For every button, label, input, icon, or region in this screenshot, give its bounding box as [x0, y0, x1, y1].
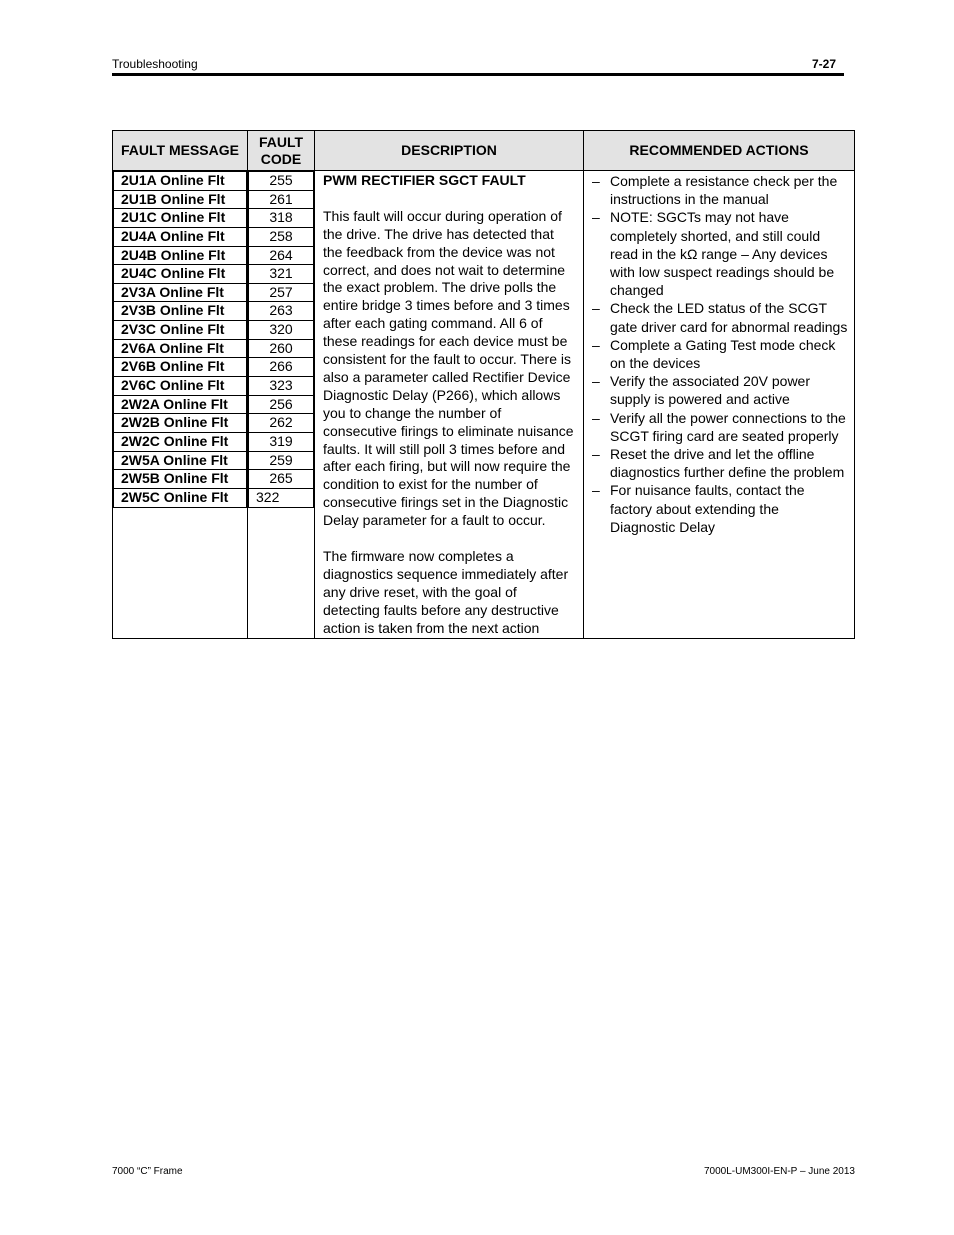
fault-code: 266	[249, 358, 314, 377]
fault-code: 323	[249, 377, 314, 396]
header-section-title: Troubleshooting	[112, 57, 198, 71]
fault-message: 2V3A Online Flt	[114, 283, 247, 302]
fault-code: 262	[249, 414, 314, 433]
dash-bullet-icon: –	[592, 482, 600, 499]
fault-message: 2W5A Online Flt	[114, 451, 247, 470]
page-number: 7-27	[811, 57, 836, 71]
footer-product: 7000 “C” Frame	[112, 1166, 183, 1177]
table-row	[249, 190, 314, 209]
fault-code: 265	[249, 470, 314, 489]
fault-message: 2U1A Online Flt	[114, 172, 247, 191]
fault-code: 264	[249, 246, 314, 265]
table-row	[249, 451, 314, 470]
description-paragraph-2: The firmware now completes a diagnostics sequence immediately after any drive reset, with the goal of detecting faults before any destructive action is taken from the next action	[323, 548, 569, 636]
table-row	[249, 265, 314, 284]
table-row	[249, 283, 314, 302]
table-row	[114, 246, 247, 265]
list-item	[592, 372, 848, 408]
fault-message: 2U4C Online Flt	[114, 265, 247, 284]
dash-bullet-icon: –	[592, 300, 600, 317]
header-fault-code: FAULT CODE	[248, 131, 315, 171]
fault-code: 321	[249, 265, 314, 284]
recommended-actions-cell	[584, 171, 855, 639]
fault-code: 318	[249, 209, 314, 228]
table-row	[114, 488, 247, 507]
fault-code: 257	[249, 283, 314, 302]
dash-bullet-icon: –	[592, 409, 600, 426]
action-text: For nuisance faults, contact the factory about extending the Diagnostic Delay	[610, 482, 805, 535]
fault-code: 255	[249, 172, 314, 191]
fault-message-column	[113, 171, 248, 639]
table-row	[249, 209, 314, 228]
fault-code: 260	[249, 339, 314, 358]
fault-message: 2V6B Online Flt	[114, 358, 247, 377]
fault-code: 320	[249, 321, 314, 340]
fault-message: 2U4B Online Flt	[114, 246, 247, 265]
dash-bullet-icon: –	[592, 373, 600, 390]
table-row	[114, 265, 247, 284]
fault-table	[112, 130, 855, 639]
action-text: Verify the associated 20V power supply is powered and active	[610, 373, 811, 408]
table-row	[249, 395, 314, 414]
table-row	[114, 358, 247, 377]
table-row	[114, 377, 247, 396]
fault-message: 2V6C Online Flt	[114, 377, 247, 396]
list-item	[592, 481, 848, 536]
action-text: Verify all the power connections to the SCGT firing card are seated properly	[610, 409, 846, 444]
fault-message: 2W2B Online Flt	[114, 414, 247, 433]
action-text: Complete a resistance check per the instructions in the manual	[610, 173, 838, 208]
dash-bullet-icon: –	[592, 173, 600, 189]
fault-message: 2W5C Online Flt	[114, 488, 247, 507]
dash-bullet-icon: –	[592, 446, 600, 463]
table-row	[249, 321, 314, 340]
fault-message: 2U4A Online Flt	[114, 227, 247, 246]
table-row	[114, 470, 247, 489]
fault-code: 263	[249, 302, 314, 321]
table-row	[249, 488, 314, 507]
dash-bullet-icon: –	[592, 336, 600, 353]
table-row	[249, 339, 314, 358]
action-text: NOTE: SGCTs may not have completely shorted, and still could read in the kΩ range – Any devices with low suspect readings should be changed	[610, 209, 835, 299]
list-item	[592, 172, 848, 208]
fault-message: 2W2A Online Flt	[114, 395, 247, 414]
table-row	[114, 395, 247, 414]
fault-code: 261	[249, 190, 314, 209]
fault-table-header-row	[113, 131, 855, 171]
table-row	[114, 190, 247, 209]
table-row	[249, 358, 314, 377]
fault-message: 2V3C Online Flt	[114, 321, 247, 340]
table-row	[249, 414, 314, 433]
action-text: Check the LED status of the SCGT gate driver card for abnormal readings	[610, 300, 848, 335]
list-item	[592, 336, 848, 372]
table-row	[249, 227, 314, 246]
fault-message: 2V3B Online Flt	[114, 302, 247, 321]
fault-code: 259	[249, 451, 314, 470]
fault-message: 2W2C Online Flt	[114, 432, 247, 451]
table-row	[114, 321, 247, 340]
list-item	[592, 299, 848, 335]
list-item	[592, 409, 848, 445]
table-row	[249, 377, 314, 396]
fault-message: 2V6A Online Flt	[114, 339, 247, 358]
list-item	[592, 208, 848, 299]
list-item	[592, 445, 848, 481]
header-fault-message: FAULT MESSAGE	[113, 131, 248, 171]
description-title: PWM RECTIFIER SGCT FAULT	[323, 172, 526, 188]
fault-code: 319	[249, 432, 314, 451]
fault-code: 258	[249, 227, 314, 246]
fault-code: 322	[249, 488, 314, 507]
table-row	[249, 470, 314, 489]
table-row	[114, 339, 247, 358]
dash-bullet-icon: –	[592, 209, 600, 226]
action-text: Reset the drive and let the offline diagnostics further define the problem	[610, 446, 845, 481]
header-divider	[112, 73, 844, 76]
description-cell	[315, 171, 584, 639]
fault-message: 2W5B Online Flt	[114, 470, 247, 489]
table-row	[114, 451, 247, 470]
table-row	[249, 302, 314, 321]
table-row	[114, 172, 247, 191]
fault-code-list	[248, 171, 314, 508]
recommended-actions-list	[592, 172, 848, 536]
table-row	[114, 302, 247, 321]
header-description: DESCRIPTION	[315, 131, 584, 171]
fault-table-body-row	[113, 171, 855, 639]
table-row	[249, 432, 314, 451]
table-row	[249, 246, 314, 265]
table-row	[114, 209, 247, 228]
description-paragraph-1: This fault will occur during operation of the drive. The drive has detected that the feedback from the device was not correct, and does not wait to determine the exact problem. The drive polls the entire bridge 3 times before and 3 times after each gating command. All 6 of these readings for each device must be consistent for the fault to occur. There is also a parameter called Rectifier Device Diagnostic Delay (P266), which allows you to change the number of consecutive firings to eliminate nuisance faults. It will still poll 3 times before and after each firing, but will now require the condition to exist for the number of consecutive firings set in the Diagnostic Delay parameter for a fault to occur.	[323, 207, 574, 529]
table-row	[114, 414, 247, 433]
action-text: Complete a Gating Test mode check on the devices	[610, 336, 836, 372]
fault-message: 2U1C Online Flt	[114, 209, 247, 228]
fault-code: 256	[249, 395, 314, 414]
table-row	[114, 432, 247, 451]
fault-code-column	[248, 171, 315, 639]
header-recommended-actions: RECOMMENDED ACTIONS	[584, 131, 855, 171]
table-row	[249, 172, 314, 191]
table-row	[114, 283, 247, 302]
table-row	[114, 227, 247, 246]
fault-message: 2U1B Online Flt	[114, 190, 247, 209]
footer-document-id: 7000L-UM300I-EN-P – June 2013	[703, 1166, 855, 1177]
fault-message-list	[113, 171, 247, 508]
